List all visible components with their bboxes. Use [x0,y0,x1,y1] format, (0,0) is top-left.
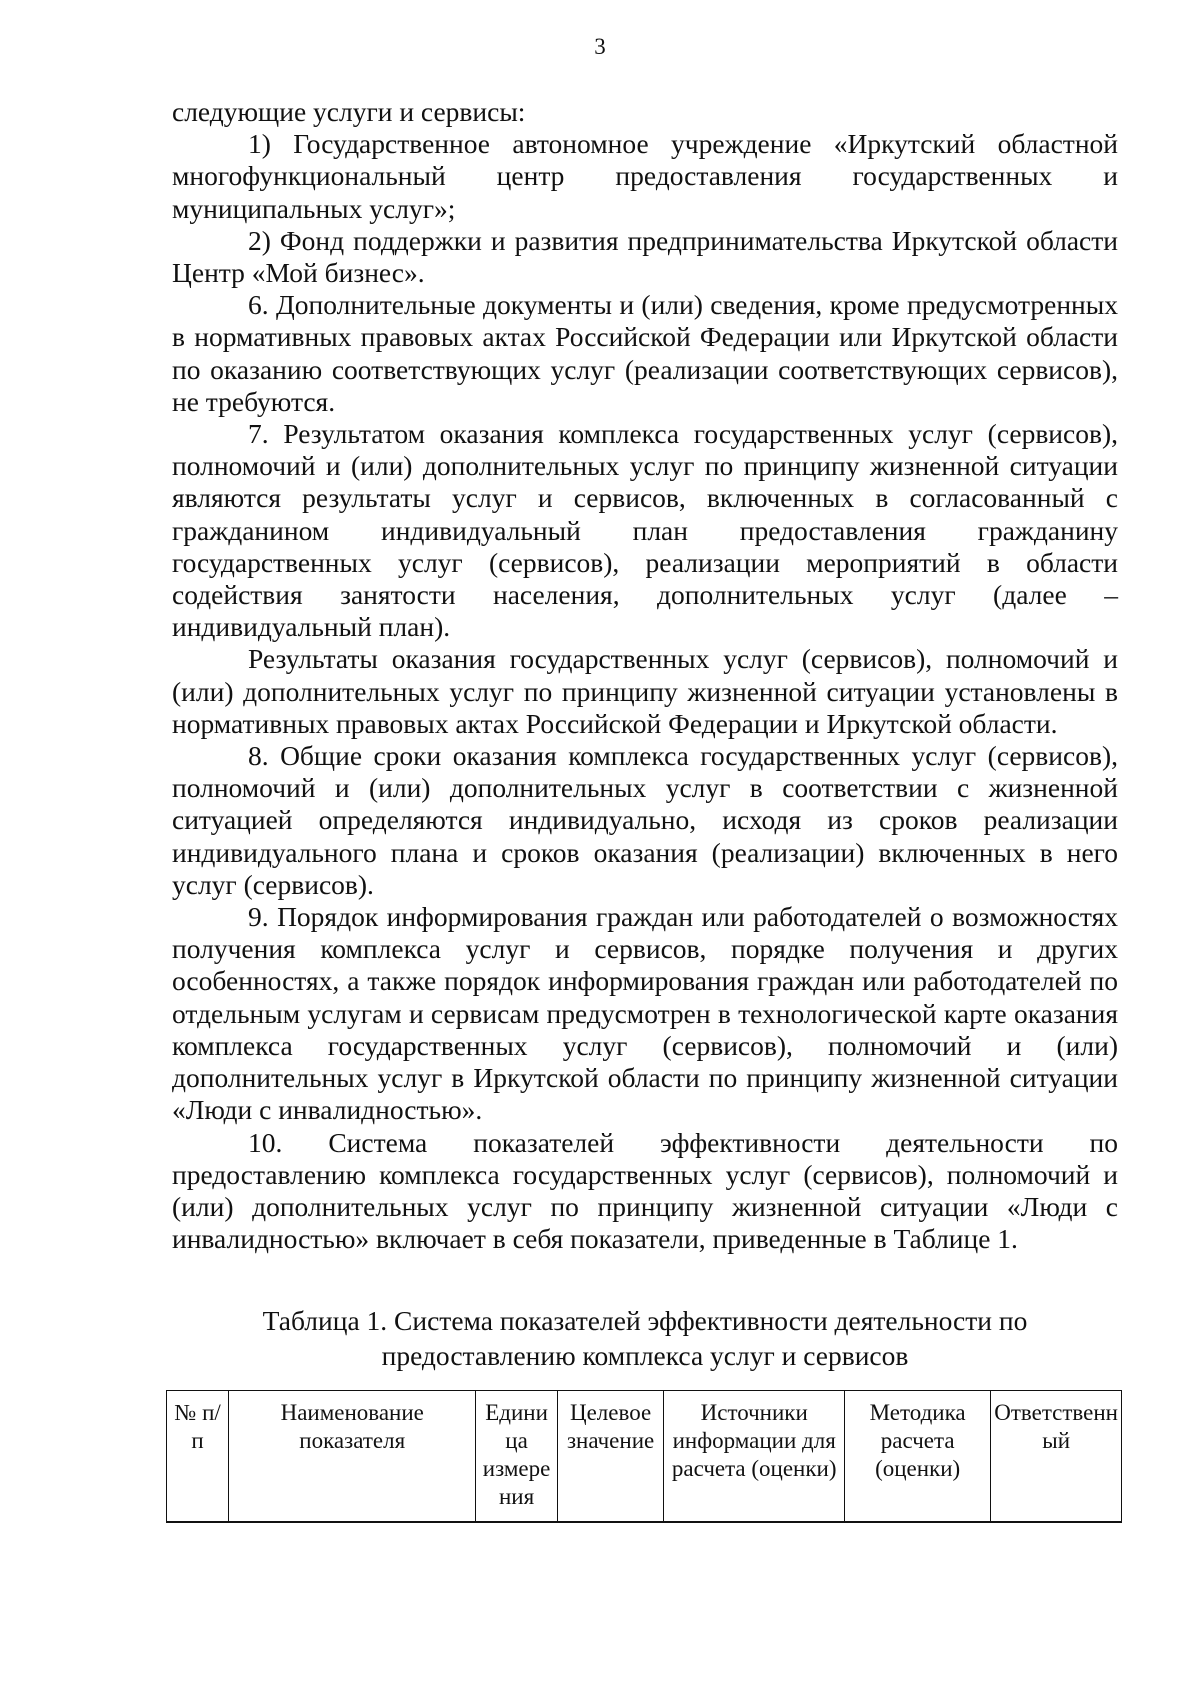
header-method: Методика расчета (оценки) [845,1391,991,1523]
document-body [172,96,1118,1255]
table-caption-line-2: предоставлению комплекса услуг и сервисов [381,1340,909,1371]
paragraph-10: 10. Система показателей эффективности деятельности по предоставлению комплекса государственных услуг (сервисов), полномочий и (или) дополнительных услуг по принципу жизненной ситуации «Люди с инвалидностью» включает в себя показатели, приведенные в Таблице 1. [172,1126,1118,1255]
table-header-row [167,1391,1122,1523]
header-unit: Едини ца измере ния [476,1391,558,1523]
paragraph-intro: следующие услуги и сервисы: [172,96,526,127]
metrics-table [166,1390,1122,1523]
header-responsible: Ответственн ый [991,1391,1122,1523]
table-caption-line-1: Таблица 1. Система показателей эффективности деятельности по [262,1305,1028,1336]
header-info-sources: Источники информации для расчета (оценки) [664,1391,845,1523]
header-number: № п/п [167,1391,229,1523]
paragraph-7-results: Результаты оказания государственных услуг (сервисов), полномочий и (или) дополнительных услуг по принципу жизненной ситуации установлены в нормативных правовых актах Российской Федерации и Иркутской области. [172,643,1118,739]
header-target-value: Целевое значение [557,1391,663,1523]
paragraph-9: 9. Порядок информирования граждан или работодателей о возможностях получения комплекса услуг и сервисов, порядке получения и других особенностях, а также порядок информирования граждан или работодателей по отдельным услугам и сервисам предусмотрен в технологической карте оказания комплекса государственных услуг (сервисов), полномочий и (или) дополнительных услуг в Иркутской области по принципу жизненной ситуации «Люди с инвалидностью». [172,901,1118,1126]
page-number: 3 [594,34,606,59]
paragraph-7: 7. Результатом оказания комплекса государственных услуг (сервисов), полномочий и (или) дополнительных услуг по принципу жизненной ситуации являются результаты услуг и сервисов, включенных в согласованный с гражданином индивидуальный план предоставления гражданину государственных услуг (сервисов), реализации мероприятий в области содействия занятости населения, дополнительных услуг (далее – индивидуальный план). [172,418,1118,643]
paragraph-6: 6. Дополнительные документы и (или) сведения, кроме предусмотренных в нормативных правовых актах Российской Федерации или Иркутской области по оказанию соответствующих услуг (реализации соответствующих сервисов), не требуются. [172,289,1118,417]
paragraph-item-2: 2) Фонд поддержки и развития предпринимательства Иркутской области Центр «Мой бизнес». [172,224,1118,289]
header-indicator-name: Наименование показателя [229,1391,476,1523]
table-caption [172,1303,1118,1373]
paragraph-item-1: 1) Государственное автономное учреждение «Иркутский областной многофункциональный центр предоставления государственных и муниципальных услуг»; [172,128,1118,224]
paragraph-8: 8. Общие сроки оказания комплекса государственных услуг (сервисов), полномочий и (или) дополнительных услуг в соответствии с жизненной ситуацией определяются индивидуально, исходя из сроков реализации индивидуального плана и сроков оказания (реализации) включенных в него услуг (сервисов). [172,740,1118,900]
